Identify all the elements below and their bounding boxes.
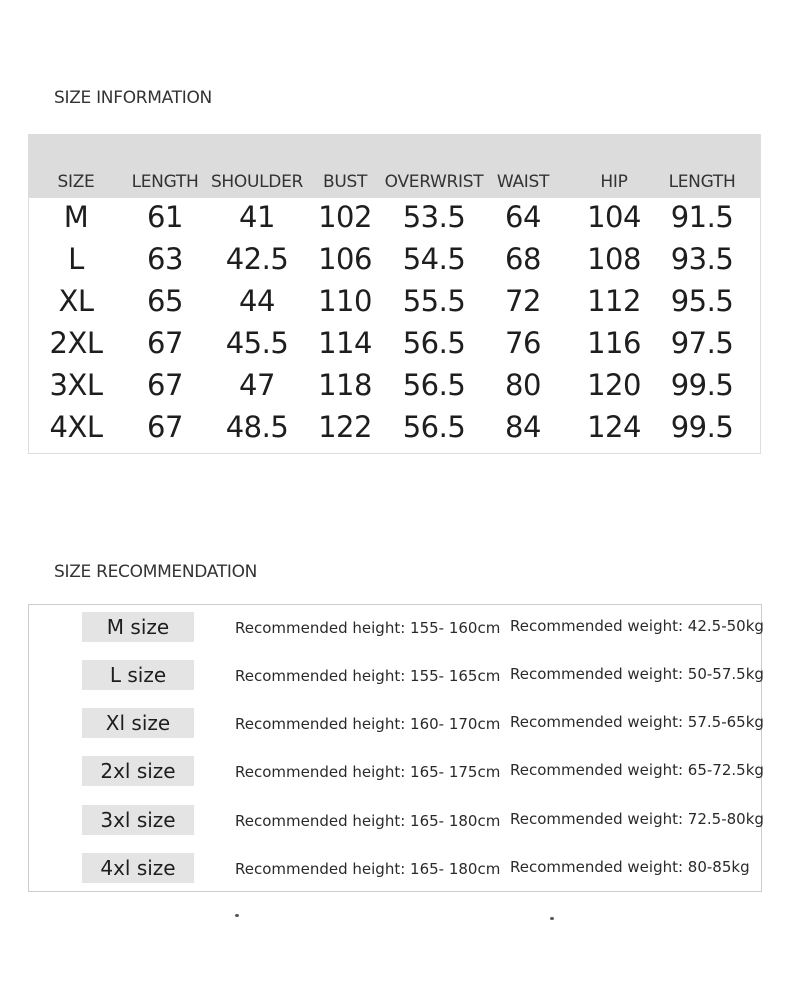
header-bust: BUST: [322, 172, 368, 192]
cell-overwrist: 53.5: [402, 200, 466, 234]
cell-bust: 102: [318, 200, 372, 234]
recommended-weight: Recommended weight: 65-72.5kg: [510, 761, 764, 779]
cell-size: 3XL: [49, 368, 103, 402]
header-hip: HIP: [600, 172, 628, 192]
recommendation-row: [29, 611, 764, 643]
cell-bust: 106: [318, 242, 372, 276]
size-information-title: SIZE INFORMATION: [54, 88, 212, 108]
size-recommendation-title: SIZE RECOMMENDATION: [54, 562, 258, 582]
header-length: LENGTH: [131, 172, 199, 192]
cell-bust: 114: [318, 326, 372, 360]
recommendation-row: [29, 755, 764, 787]
cell-length: 61: [147, 200, 183, 234]
cell-shoulder: 41: [239, 200, 275, 234]
size-label-badge: 3xl size: [82, 805, 194, 835]
decorative-speck: [235, 914, 239, 917]
recommendation-row: [29, 804, 764, 836]
cell-waist: 84: [505, 410, 541, 444]
cell-hip: 104: [587, 200, 641, 234]
recommended-height: Recommended height: 160- 170cm: [235, 715, 501, 733]
cell-bust: 118: [318, 368, 372, 402]
size-label-badge: 2xl size: [82, 756, 194, 786]
cell-length-2: 93.5: [670, 242, 734, 276]
cell-size: 2XL: [49, 326, 103, 360]
cell-bust: 122: [318, 410, 372, 444]
cell-shoulder: 45.5: [225, 326, 289, 360]
recommended-weight: Recommended weight: 50-57.5kg: [510, 665, 764, 683]
cell-hip: 124: [587, 410, 641, 444]
cell-overwrist: 55.5: [402, 284, 466, 318]
cell-hip: 108: [587, 242, 641, 276]
recommended-height: Recommended height: 165- 180cm: [235, 860, 501, 878]
cell-hip: 120: [587, 368, 641, 402]
header-length-2: LENGTH: [668, 172, 736, 192]
cell-hip: 112: [587, 284, 641, 318]
cell-length: 67: [147, 368, 183, 402]
cell-shoulder: 48.5: [225, 410, 289, 444]
cell-length-2: 95.5: [670, 284, 734, 318]
recommended-height: Recommended height: 165- 175cm: [235, 763, 501, 781]
cell-overwrist: 56.5: [402, 326, 466, 360]
cell-length: 63: [147, 242, 183, 276]
cell-waist: 80: [505, 368, 541, 402]
cell-overwrist: 56.5: [402, 410, 466, 444]
cell-shoulder: 44: [239, 284, 275, 318]
header-shoulder: SHOULDER: [210, 172, 304, 192]
cell-size: XL: [58, 284, 94, 318]
cell-size: L: [68, 242, 84, 276]
recommended-weight: Recommended weight: 80-85kg: [510, 858, 750, 876]
size-label-badge: M size: [82, 612, 194, 642]
cell-size: M: [63, 200, 89, 234]
size-label-badge: L size: [82, 660, 194, 690]
cell-bust: 110: [318, 284, 372, 318]
recommended-height: Recommended height: 155- 165cm: [235, 667, 501, 685]
header-waist: WAIST: [496, 172, 550, 192]
recommendation-row: [29, 852, 761, 884]
cell-length: 65: [147, 284, 183, 318]
recommended-weight: Recommended weight: 42.5-50kg: [510, 617, 764, 635]
cell-waist: 72: [505, 284, 541, 318]
decorative-speck: [550, 917, 554, 920]
cell-overwrist: 56.5: [402, 368, 466, 402]
recommended-weight: Recommended weight: 57.5-65kg: [510, 713, 764, 731]
cell-waist: 64: [505, 200, 541, 234]
header-overwrist: OVERWRIST: [384, 172, 484, 192]
cell-waist: 76: [505, 326, 541, 360]
header-size: SIZE: [57, 172, 95, 192]
cell-length-2: 99.5: [670, 410, 734, 444]
cell-hip: 116: [587, 326, 641, 360]
recommended-height: Recommended height: 165- 180cm: [235, 812, 501, 830]
size-label-badge: Xl size: [82, 708, 194, 738]
recommended-weight: Recommended weight: 72.5-80kg: [510, 810, 764, 828]
cell-length-2: 91.5: [670, 200, 734, 234]
cell-length: 67: [147, 326, 183, 360]
cell-length-2: 99.5: [670, 368, 734, 402]
recommendation-row: [29, 659, 764, 691]
cell-size: 4XL: [49, 410, 103, 444]
cell-length: 67: [147, 410, 183, 444]
cell-shoulder: 42.5: [225, 242, 289, 276]
cell-shoulder: 47: [239, 368, 275, 402]
size-label-badge: 4xl size: [82, 853, 194, 883]
recommendation-row: [29, 707, 764, 739]
size-recommendation-box: [28, 604, 762, 892]
cell-overwrist: 54.5: [402, 242, 466, 276]
size-information-table: [28, 134, 761, 454]
cell-length-2: 97.5: [670, 326, 734, 360]
recommended-height: Recommended height: 155- 160cm: [235, 619, 501, 637]
cell-waist: 68: [505, 242, 541, 276]
